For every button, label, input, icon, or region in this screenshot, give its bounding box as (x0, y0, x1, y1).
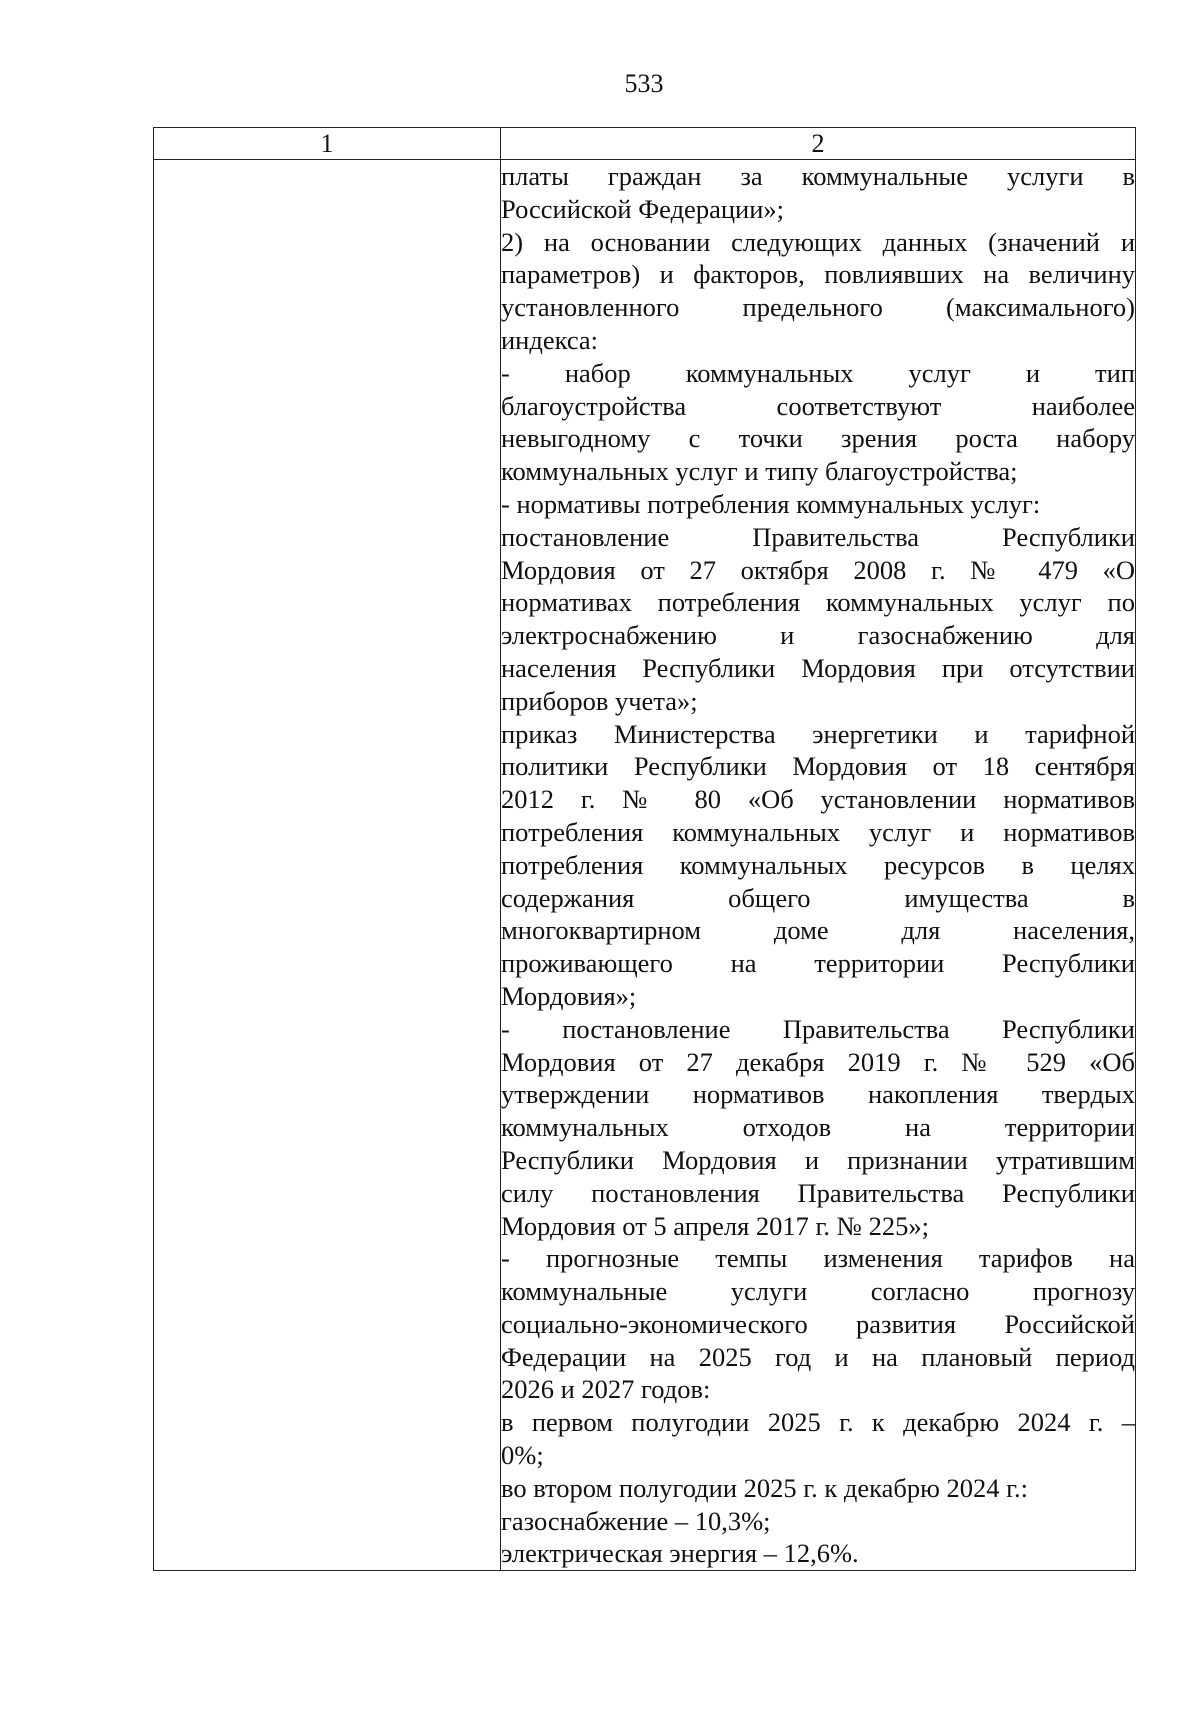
text-line: - набор коммунальных услуг и тип (501, 357, 1135, 388)
text-line: многоквартирном доме для населения, (501, 915, 1135, 946)
text-line: приказ Министерства энергетики и тарифной (501, 718, 1135, 749)
text-line: газоснабжение – 10,3%; (501, 1505, 771, 1536)
text-line: Республики Мордовия и признании утратившим (501, 1144, 1135, 1175)
table-row (154, 160, 1136, 1571)
document-table (153, 127, 1136, 1571)
text-line: - нормативы потребления коммунальных услуг: (501, 488, 1041, 519)
text-line: 2026 и 2027 годов: (501, 1374, 711, 1405)
text-line: установленного предельного (максимального) (501, 292, 1135, 323)
text-line: коммунальные услуги согласно прогнозу (501, 1276, 1135, 1307)
text-line: потребления коммунальных ресурсов в целях (501, 849, 1135, 880)
text-line: электроснабжению и газоснабжению для (501, 620, 1135, 651)
table-header-row (154, 128, 1136, 160)
text-line: Мордовия»; (501, 980, 637, 1011)
text-line: потребления коммунальных услуг и нормативов (501, 816, 1135, 847)
text-line: содержания общего имущества в (501, 882, 1135, 913)
text-line: индекса: (501, 324, 599, 355)
text-line: в первом полугодии 2025 г. к декабрю 2024 г. – (501, 1407, 1135, 1438)
text-line: Мордовия от 5 апреля 2017 г. № 225»; (501, 1210, 929, 1241)
text-line: параметров) и факторов, повлиявших на величину (501, 259, 1135, 290)
table-cell-col1 (154, 160, 501, 1571)
table-cell-col2 (501, 160, 1136, 1571)
text-line: электрическая энергия – 12,6%. (501, 1538, 859, 1569)
text-line: населения Республики Мордовия при отсутствии (501, 652, 1135, 683)
text-line: постановление Правительства Республики (501, 521, 1135, 552)
text-line: Мордовия от 27 декабря 2019 г. № 529 «Об (501, 1046, 1135, 1077)
text-line: 2012 г. № 80 «Об установлении нормативов (501, 784, 1135, 815)
text-line: благоустройства соответствуют наиболее (501, 390, 1135, 421)
text-line: - прогнозные темпы изменения тарифов на (501, 1243, 1135, 1274)
text-line: Федерации на 2025 год и на плановый период (501, 1341, 1135, 1372)
text-line: во втором полугодии 2025 г. к декабрю 2024 г.: (501, 1472, 1029, 1503)
text-line: проживающего на территории Республики (501, 948, 1135, 979)
text-line: социально-экономического развития Российской (501, 1308, 1135, 1339)
text-line: Мордовия от 27 октября 2008 г. № 479 «О (501, 554, 1135, 585)
text-line: 0%; (501, 1440, 544, 1471)
text-line: - постановление Правительства Республики (501, 1013, 1135, 1044)
text-line: политики Республики Мордовия от 18 сентября (501, 751, 1135, 782)
text-line: утверждении нормативов накопления твердых (501, 1079, 1135, 1110)
column-header-1: 1 (154, 128, 501, 160)
text-line: приборов учета»; (501, 685, 698, 716)
text-line: невыгодному с точки зрения роста набору (501, 423, 1135, 454)
text-line: Российской Федерации»; (501, 193, 784, 224)
page-number: 533 (624, 69, 664, 98)
text-line: платы граждан за коммунальные услуги в (501, 161, 1135, 191)
column-header-2: 2 (501, 128, 1136, 160)
text-line: коммунальных услуг и типу благоустройства; (501, 456, 1018, 487)
text-line: нормативах потребления коммунальных услуг по (501, 587, 1135, 618)
text-line: силу постановления Правительства Республики (501, 1177, 1135, 1208)
text-line: коммунальных отходов на территории (501, 1112, 1135, 1143)
text-line: 2) на основании следующих данных (значений и (501, 226, 1135, 257)
